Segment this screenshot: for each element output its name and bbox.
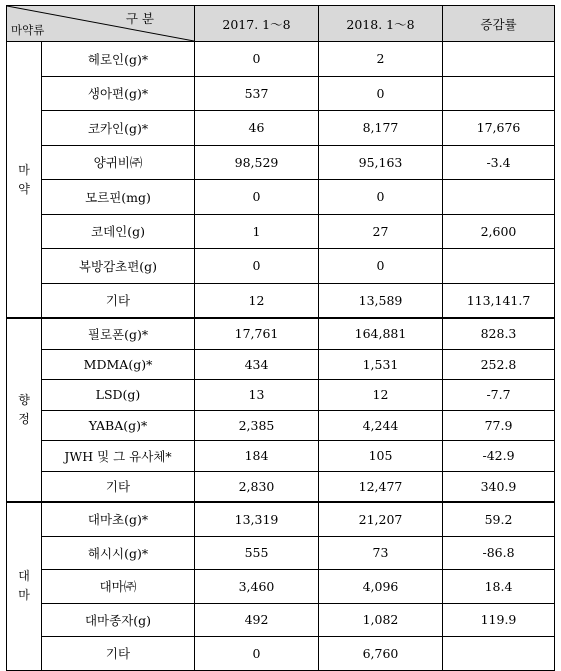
item-cell: 기타 [42, 471, 195, 502]
value-2017-cell: 12 [195, 283, 319, 318]
value-2018-cell: 21,207 [319, 502, 443, 536]
corner-top-label: 구 분 [125, 11, 154, 26]
table-row [7, 42, 555, 77]
table-row [7, 536, 555, 570]
group-label-char: 향 [18, 393, 30, 407]
table-row [7, 283, 555, 318]
group-label-char: 마 [18, 162, 30, 177]
item-cell: JWH 및 그 유사체* [42, 441, 195, 472]
value-2018-cell: 105 [319, 441, 443, 472]
value-2017-cell: 2,830 [195, 471, 319, 502]
table-row [7, 111, 555, 146]
change-rate-cell: 828.3 [443, 318, 555, 349]
change-rate-cell: 340.9 [443, 471, 555, 502]
table-row [7, 318, 555, 349]
item-cell: 대마㈜ [42, 570, 195, 604]
value-2017-cell: 13,319 [195, 502, 319, 536]
group-label-cell [7, 318, 42, 502]
value-2017-cell: 98,529 [195, 145, 319, 180]
value-2017-cell: 0 [195, 180, 319, 215]
table-row [7, 349, 555, 380]
value-2017-cell: 2,385 [195, 410, 319, 441]
group-label-cell [7, 42, 42, 319]
table-row [7, 76, 555, 111]
table-body [7, 6, 555, 671]
change-rate-cell: 119.9 [443, 603, 555, 637]
group-label-char: 정 [18, 412, 30, 426]
item-cell: 필로폰(g)* [42, 318, 195, 349]
change-rate-cell: 17,676 [443, 111, 555, 146]
item-cell: 생아편(g)* [42, 76, 195, 111]
item-cell: 코카인(g)* [42, 111, 195, 146]
group-label-char: 대 [18, 569, 30, 584]
value-2017-cell: 0 [195, 42, 319, 77]
value-2017-cell: 17,761 [195, 318, 319, 349]
item-cell: 대마종자(g) [42, 603, 195, 637]
table-row [7, 145, 555, 180]
change-rate-cell: -86.8 [443, 536, 555, 570]
corner-header-cell [7, 6, 195, 42]
value-2018-cell: 95,163 [319, 145, 443, 180]
value-2018-cell: 1,082 [319, 603, 443, 637]
value-2018-cell: 73 [319, 536, 443, 570]
table-row [7, 180, 555, 215]
change-rate-cell: 2,600 [443, 214, 555, 249]
change-rate-cell: 252.8 [443, 349, 555, 380]
value-2018-cell: 12,477 [319, 471, 443, 502]
table-row [7, 637, 555, 671]
item-cell: 모르핀(mg) [42, 180, 195, 215]
table-row [7, 380, 555, 411]
value-2017-cell: 3,460 [195, 570, 319, 604]
table-row [7, 570, 555, 604]
change-rate-cell: -42.9 [443, 441, 555, 472]
value-2017-cell: 0 [195, 249, 319, 284]
group-label-cell [7, 502, 42, 670]
group-label-char: 마 [18, 588, 30, 603]
change-rate-cell [443, 249, 555, 284]
change-rate-cell: 18.4 [443, 570, 555, 604]
change-rate-cell: -7.7 [443, 380, 555, 411]
item-cell: 양귀비㈜ [42, 145, 195, 180]
value-2018-cell: 0 [319, 76, 443, 111]
table-row [7, 603, 555, 637]
item-cell: MDMA(g)* [42, 349, 195, 380]
value-2018-cell: 4,244 [319, 410, 443, 441]
value-2017-cell: 434 [195, 349, 319, 380]
value-2018-cell: 0 [319, 180, 443, 215]
value-2018-cell: 8,177 [319, 111, 443, 146]
value-2018-cell: 27 [319, 214, 443, 249]
item-cell: 기타 [42, 637, 195, 671]
change-rate-cell: 77.9 [443, 410, 555, 441]
table-row [7, 249, 555, 284]
value-2018-cell: 164,881 [319, 318, 443, 349]
corner-bottom-label: 마약류 [11, 23, 45, 37]
change-rate-cell: 113,141.7 [443, 283, 555, 318]
change-rate-cell [443, 637, 555, 671]
change-rate-cell [443, 180, 555, 215]
table-row [7, 410, 555, 441]
item-cell: YABA(g)* [42, 410, 195, 441]
value-2018-cell: 0 [319, 249, 443, 284]
value-2018-cell: 12 [319, 380, 443, 411]
table-row [7, 471, 555, 502]
header-row [7, 6, 555, 42]
table-row [7, 502, 555, 536]
col-header-2017: 2017. 1～8 [195, 6, 319, 42]
table-row [7, 441, 555, 472]
item-cell: 복방감초편(g) [42, 249, 195, 284]
change-rate-cell: -3.4 [443, 145, 555, 180]
item-cell: 해시시(g)* [42, 536, 195, 570]
col-header-change: 증감률 [443, 6, 555, 42]
value-2018-cell: 2 [319, 42, 443, 77]
table-row [7, 214, 555, 249]
value-2018-cell: 1,531 [319, 349, 443, 380]
value-2017-cell: 0 [195, 637, 319, 671]
col-header-2018: 2018. 1～8 [319, 6, 443, 42]
value-2017-cell: 537 [195, 76, 319, 111]
item-cell: 대마초(g)* [42, 502, 195, 536]
value-2017-cell: 184 [195, 441, 319, 472]
value-2017-cell: 13 [195, 380, 319, 411]
item-cell: LSD(g) [42, 380, 195, 411]
value-2018-cell: 13,589 [319, 283, 443, 318]
item-cell: 헤로인(g)* [42, 42, 195, 77]
value-2017-cell: 492 [195, 603, 319, 637]
value-2018-cell: 4,096 [319, 570, 443, 604]
value-2017-cell: 1 [195, 214, 319, 249]
seizure-stats-table [6, 5, 555, 671]
item-cell: 코데인(g) [42, 214, 195, 249]
value-2018-cell: 6,760 [319, 637, 443, 671]
change-rate-cell: 59.2 [443, 502, 555, 536]
group-label-char: 약 [18, 181, 30, 196]
change-rate-cell [443, 76, 555, 111]
value-2017-cell: 46 [195, 111, 319, 146]
item-cell: 기타 [42, 283, 195, 318]
value-2017-cell: 555 [195, 536, 319, 570]
change-rate-cell [443, 42, 555, 77]
